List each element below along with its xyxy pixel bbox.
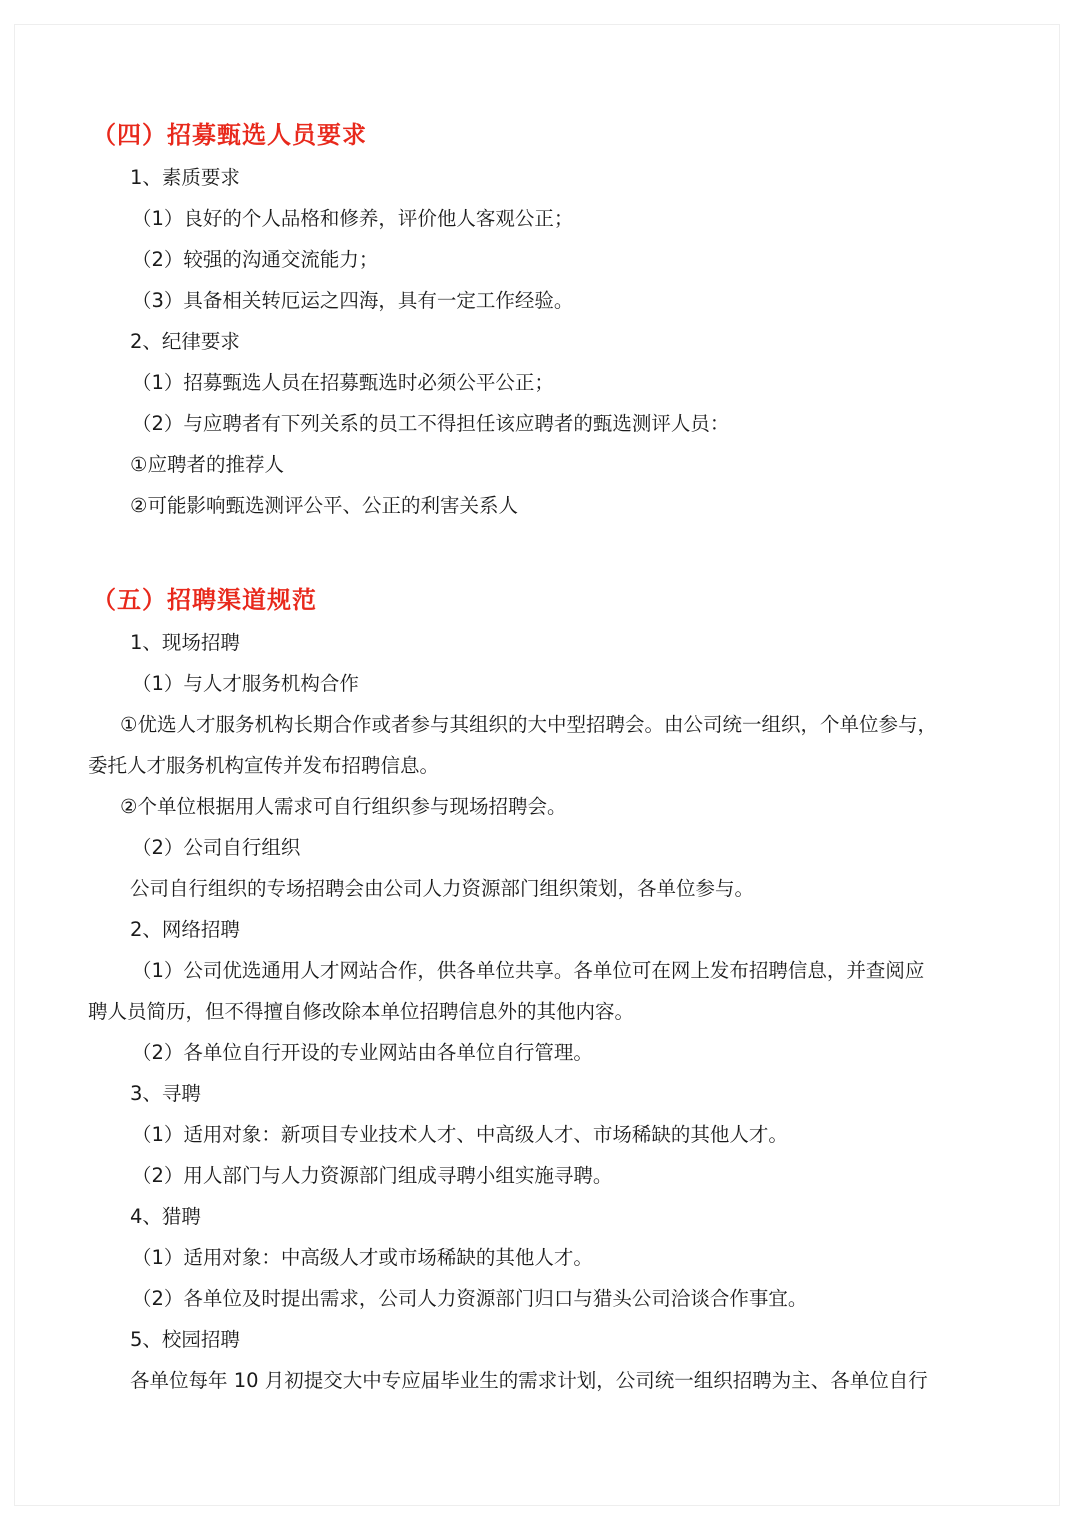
section-5-line-18: 5、校园招聘	[130, 1328, 240, 1351]
section-5-line-14: （2）用人部门与人力资源部门组成寻聘小组实施寻聘。	[132, 1164, 613, 1187]
section-4-line-6: （1）招募甄选人员在招募甄选时必须公平公正；	[132, 371, 554, 394]
section-5-line-3: ①优选人才服务机构长期合作或者参与其组织的大中型招聘会。由公司统一组织，个单位参与，	[120, 713, 937, 736]
section-4-line-9: ②可能影响甄选测评公平、公正的利害关系人	[130, 494, 518, 517]
section-5-line-8: 2、网络招聘	[130, 918, 240, 941]
section-5-line-12: 3、寻聘	[130, 1082, 201, 1105]
section-5-line-4: 委托人才服务机构宣传并发布招聘信息。	[88, 754, 440, 777]
section-5-line-10: 聘人员简历，但不得擅自修改除本单位招聘信息外的其他内容。	[88, 1000, 635, 1023]
section-5-line-5: ②个单位根据用人需求可自行组织参与现场招聘会。	[120, 795, 567, 818]
section-4-line-3: （2）较强的沟通交流能力；	[132, 248, 379, 271]
section-5-line-7: 公司自行组织的专场招聘会由公司人力资源部门组织策划，各单位参与。	[130, 877, 755, 900]
section-5-line-16: （1）适用对象：中高级人才或市场稀缺的其他人才。	[132, 1246, 593, 1269]
section-4-title: （四）招募甄选人员要求	[92, 121, 367, 149]
section-5-line-1: 1、现场招聘	[130, 631, 240, 654]
section-4-line-7: （2）与应聘者有下列关系的员工不得担任该应聘者的甄选测评人员：	[132, 412, 730, 435]
section-4-line-8: ①应聘者的推荐人	[130, 453, 284, 476]
section-5-line-11: （2）各单位自行开设的专业网站由各单位自行管理。	[132, 1041, 593, 1064]
section-4-line-5: 2、纪律要求	[130, 330, 240, 353]
section-4-line-2: （1）良好的个人品格和修养，评价他人客观公正；	[132, 207, 574, 230]
section-5-line-13: （1）适用对象：新项目专业技术人才、中高级人才、市场稀缺的其他人才。	[132, 1123, 788, 1146]
section-5-title: （五）招聘渠道规范	[92, 586, 317, 614]
section-4-line-4: （3）具备相关转厄运之四海，具有一定工作经验。	[132, 289, 574, 312]
section-5-line-17: （2）各单位及时提出需求，公司人力资源部门归口与猎头公司洽谈合作事宜。	[132, 1287, 808, 1310]
section-5-line-15: 4、猎聘	[130, 1205, 201, 1228]
section-5-line-19: 各单位每年 10 月初提交大中专应届毕业生的需求计划，公司统一组织招聘为主、各单位自行	[130, 1369, 928, 1392]
section-5-line-6: （2）公司自行组织	[132, 836, 301, 859]
section-5-line-9: （1）公司优选通用人才网站合作，供各单位共享。各单位可在网上发布招聘信息，并查阅应	[132, 959, 925, 982]
section-5-line-2: （1）与人才服务机构合作	[132, 672, 359, 695]
section-4-line-1: 1、素质要求	[130, 166, 240, 189]
